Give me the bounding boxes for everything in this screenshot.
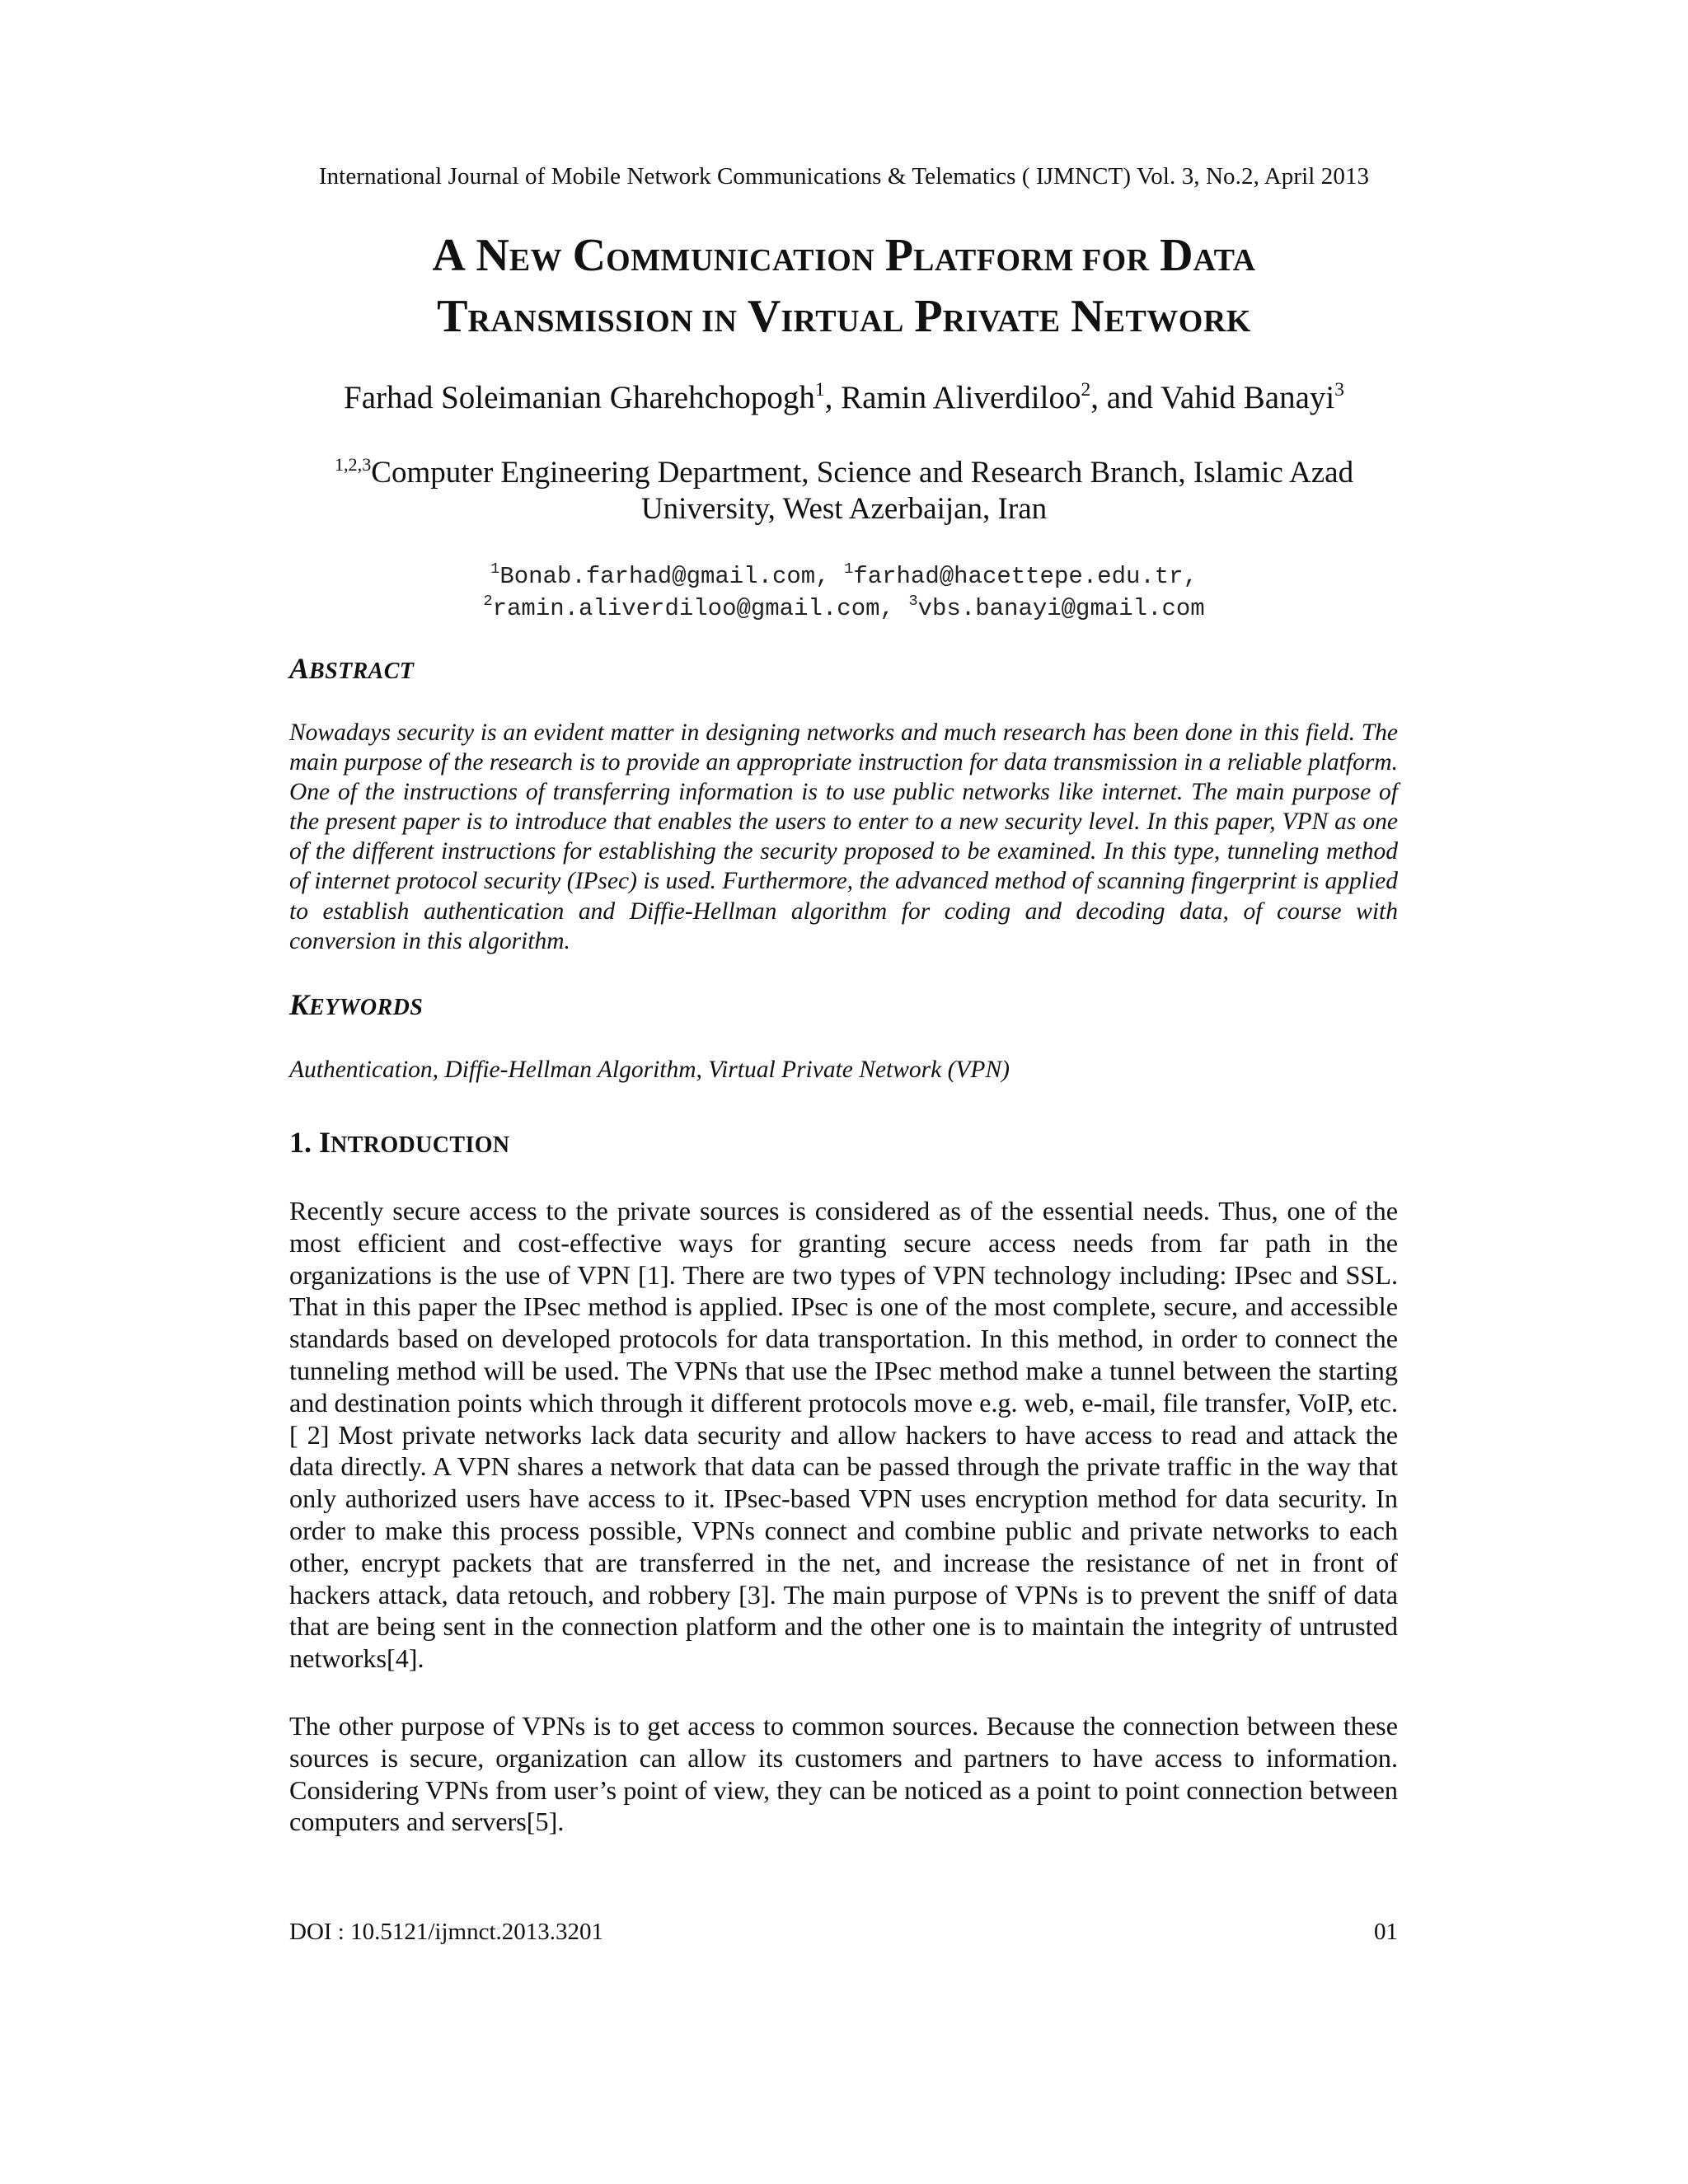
author-list — [0, 379, 1688, 416]
paper-title — [124, 227, 1564, 349]
title-word: NEW — [476, 230, 563, 281]
email-address[interactable]: ramin.aliverdiloo@gmail.com, — [492, 595, 894, 622]
author-name: Farhad Soleimanian Gharehchopogh — [344, 380, 815, 415]
title-line-2 — [124, 288, 1564, 349]
affiliation-mark: 1,2,3 — [334, 453, 372, 475]
author-affiliation-mark: 3 — [1334, 378, 1344, 401]
title-word: PLATFORM FOR — [884, 230, 1150, 281]
author-name: Vahid Banayi — [1160, 380, 1335, 415]
introduction-paragraph-1: Recently secure access to the private sources is considered as of the essential needs. Thus, one of the most efficient and cost-effective ways for granting secure access needs from far path in the organizations is the use of VPN [1]. There are two types of VPN technology including: IPsec and SSL. That in this paper the IPsec method is applied. IPsec is one of the most complete, secure, and accessible standards based on developed protocols for data transportation. In this method, in order to connect the tunneling method will be used. The VPNs that use the IPsec method make a tunnel between the starting and destination points which through it different protocols move e.g. web, e-mail, file transfer, VoIP, etc.[ 2] Most private networks lack data security and allow hackers to have access to read and attack the data directly. A VPN shares a network that data can be passed through the private traffic in the way that only authorized users have access to it. IPsec-based VPN uses encryption method for data security. In order to make this process possible, VPNs connect and combine public and private networks to each other, encrypt packets that are transferred in the net, and increase the resistance of net in front of hackers attack, data retouch, and robbery [3]. The main purpose of VPNs is to prevent the sniff of data that are being sent in the connection platform and the other one is to maintain the integrity of untrusted networks[4]. — [289, 1196, 1398, 1674]
introduction-heading: 1. INTRODUCTION — [289, 1126, 510, 1159]
affiliation-line-2: University, West Azerbaijan, Iran — [640, 492, 1048, 526]
email-address[interactable]: vbs.banayi@gmail.com — [917, 595, 1205, 622]
email-line-1: $^1$Bonab.farhad@gmail.com, $^1$farhad@hacettepe.edu.tr, — [490, 560, 1198, 590]
author-separator: , and — [1090, 380, 1161, 415]
affiliation — [206, 455, 1482, 527]
keywords-heading: KEYWORDS — [289, 988, 424, 1021]
title-word: DATA — [1160, 230, 1256, 281]
email-address[interactable]: farhad@hacettepe.edu.tr, — [853, 563, 1198, 590]
abstract-text: Nowadays security is an evident matter in designing networks and much research has been done in this field. The main purpose of the research is to provide an appropriate instruction for data transmission in a reliable platform. One of the instructions of transferring information is to use public networks like internet. The main purpose of the present paper is to introduce that enables the users to enter to a new security level. In this paper, VPN as one of the different instructions for establishing the security proposed to be examined. In this type, tunneling method of internet protocol security (IPsec) is used. Furthermore, the advanced method of scanning fingerprint is applied to establish authentication and Diffie-Hellman algorithm for coding and decoding data, of course with conversion in this algorithm. — [289, 719, 1398, 954]
title-word: VIRTUAL — [747, 291, 904, 342]
affiliation-line-1: $^{1,2,3}$Computer Engineering Department, Science and Research Branch, Islamic Azad — [334, 453, 1354, 490]
title-word: NETWORK — [1071, 291, 1251, 342]
title-word: PRIVATE — [914, 291, 1061, 342]
author-affiliation-mark: 2 — [1081, 378, 1091, 401]
footer-doi: DOI : 10.5121/ijmnct.2013.3201 — [289, 1919, 604, 1945]
page-number: 01 — [1374, 1919, 1398, 1945]
email-line-2: $^2$ramin.aliverdiloo@gmail.com, $^3$vbs.banayi@gmail.com — [483, 592, 1205, 622]
email-list — [206, 560, 1482, 625]
title-word: TRANSMISSION IN — [437, 291, 738, 342]
author-affiliation-mark: 1 — [814, 378, 825, 401]
introduction-paragraph-2: The other purpose of VPNs is to get access to common sources. Because the connection between these sources is secure, organization can allow its customers and partners to have access to information. Considering VPNs from user’s point of view, they can be noticed as a point to point connection between computers and servers[5]. — [289, 1711, 1398, 1837]
author-name: Ramin Aliverdiloo — [841, 380, 1081, 415]
title-word: COMMUNICATION — [572, 230, 875, 281]
running-header: International Journal of Mobile Network Communications & Telematics ( IJMNCT) Vol. 3, No.2, April 2013 — [318, 163, 1370, 190]
keywords-text: Authentication, Diffie-Hellman Algorithm, Virtual Private Network (VPN) — [289, 1057, 1010, 1083]
email-address[interactable]: Bonab.farhad@gmail.com, — [499, 563, 830, 590]
author-separator: , — [824, 380, 842, 415]
title-line-1 — [124, 227, 1564, 288]
title-word: A — [432, 230, 466, 281]
abstract-heading: ABSTRACT — [289, 652, 415, 685]
